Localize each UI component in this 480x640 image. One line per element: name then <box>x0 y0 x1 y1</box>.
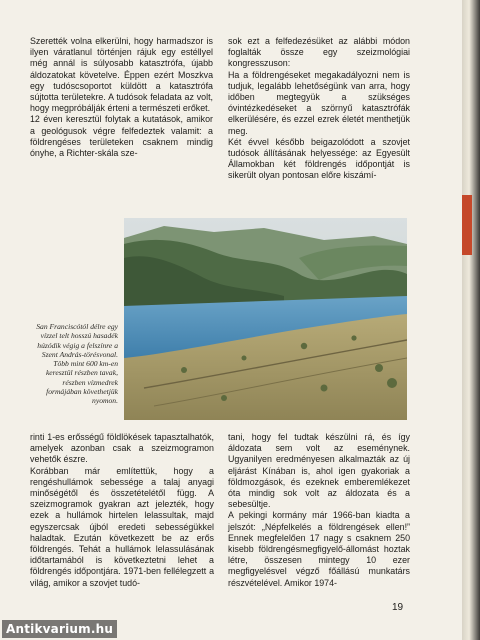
paragraph: Ha a földrengéseket megakadályozni nem is tudjuk, legalább lehetőségünk van arra, hogy időben megtegyük a szükséges óvintézkedéseket a szörnyű katasztrófák elkerülésére, és ezzel ezrek életét menthetjük meg. <box>228 69 410 136</box>
paragraph: A pekingi kormány már 1966-ban kiadta a jelszót: „Népfelkelés a földrengések ellen!” Ennek megfelelően 17 nagy s csaknem 250 kisebb földrengésmegfigyelő-állomást hoztak létre, összesen mintegy 10 ezer megfigyelésvel végző főállású munkatárs részvételével. Amikor 1974- <box>228 510 410 588</box>
paragraph: tani, hogy fel tudtak készülni rá, és így áldozata sem volt az eseménynek. Ugyanilyen eredményesen alkalmazták az új eljárást Kínában is, ahol igen gyakoriak a földmozgások, és ezeknek emberemlékezet óta mindig sok volt az áldozata és a sebesültje. <box>228 432 410 510</box>
paragraph: Korábban már említettük, hogy a rengéshullámok sebessége a talaj anyagi minőségétől és összetételétől függ. A szeizmogramok gyakran azt jelezték, hogy ezek a hullámok hirtelen lelassultak, majd egyszercsak újból eredeti sebességükkel haladtak. Ezután következett be az erős földrengés. Tehát a hullámok lelassulásának időtartamából is következtetni lehet a földrengés időpontjára. 1971-ben fellélegzett a világ, amikor a szovjet tudó- <box>30 465 214 588</box>
text-column-bottom-left <box>30 432 214 589</box>
page-number: 19 <box>392 602 404 613</box>
book-edge <box>462 0 480 640</box>
photo-caption: San Franciscótól délre egy vízzel telt hosszú hasadék húzódik végig a felszínre a Szent András-törésvonal. Több mint 600 km-en keresztül részben tavak, részben vízmedrek formájában követhetjük nyomon. <box>36 322 118 406</box>
watermark: Antikvarium.hu <box>2 620 117 638</box>
photo-illustration <box>124 218 407 420</box>
paragraph: sok ezt a felfedezésüket az alábbi módon foglalták össze egy szeizmológiai kongresszuson: <box>228 36 410 69</box>
paragraph: rinti 1-es erősségű földlökések tapasztalhatók, amelyek azonban csak a szeizmogramon vehetők észre. <box>30 432 214 465</box>
photo-lake-fault-valley <box>124 218 407 420</box>
paragraph: Két évvel később beigazolódott a szovjet tudósok állításának helyessége: az Egyesült Államokban két földrengés időpontját is sikerült olyan pontosan előre kiszámí- <box>228 136 410 181</box>
paragraph: 12 éven keresztül folytak a kutatások, amikor a geológusok végre felfedeztek valamit: a földrengéses területeken csaknem mindig ónyhe, a Richter-skála sze- <box>30 114 213 159</box>
text-column-top-left <box>30 36 213 159</box>
text-column-top-right <box>228 36 410 182</box>
paragraph: Szerették volna elkerülni, hogy harmadszor is ilyen váratlanul történjen rájuk egy estéllyel még annál is súlyosabb katasztrófa, újabb áldozatokat követelve. Éppen ezért Moszkva egy tudóscsoportot küldött a katasztrófa sújtotta területekre. A tudósok feladata az volt, hogy megpróbálják érteni a természeti erőket. <box>30 36 213 114</box>
page-edge-tab <box>462 195 472 255</box>
text-column-bottom-right <box>228 432 410 589</box>
